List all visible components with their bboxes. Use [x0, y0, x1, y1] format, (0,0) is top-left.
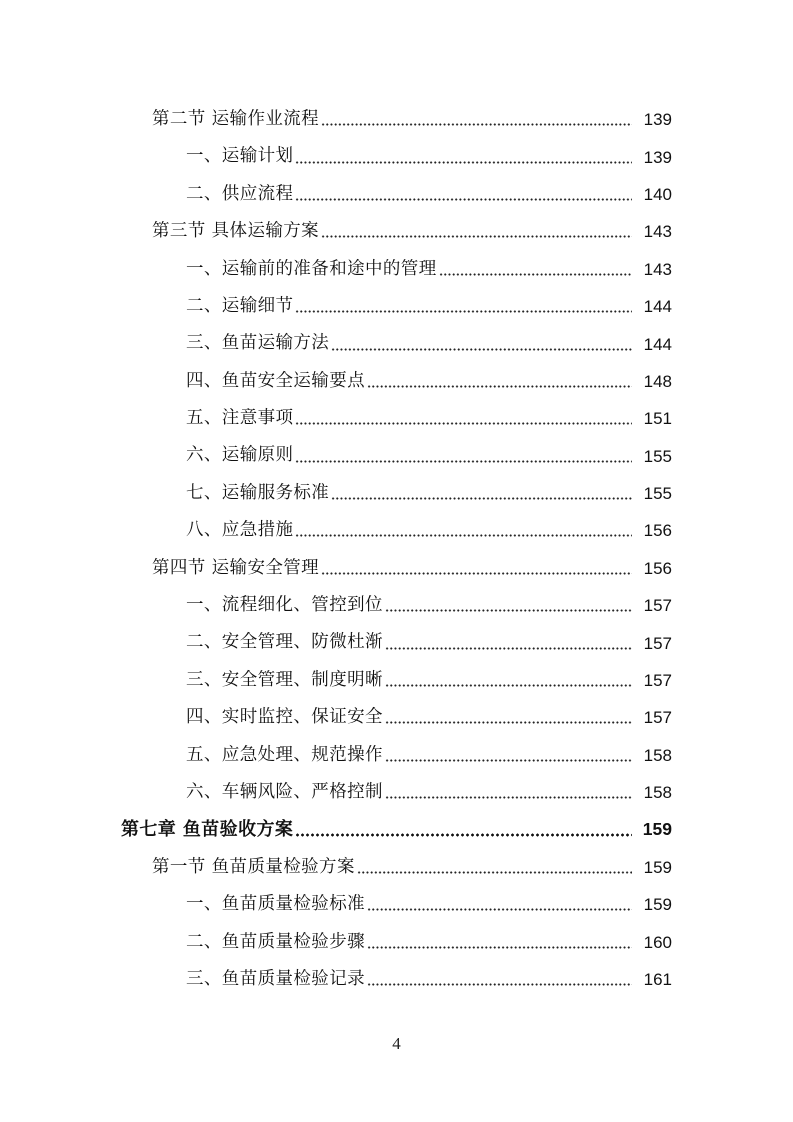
toc-entry-page: 157 — [643, 596, 672, 616]
toc-entry-page: 144 — [643, 297, 672, 317]
toc-entry-page: 156 — [643, 558, 672, 578]
dot-leader — [367, 908, 632, 911]
toc-entry-page: 139 — [643, 147, 672, 167]
toc-entry-label: 三、安全管理、制度明晰 — [186, 669, 383, 690]
dot-leader — [321, 123, 632, 126]
toc-entry-page: 158 — [643, 783, 672, 803]
toc-entry-page: 159 — [643, 895, 672, 915]
toc-entry-label: 六、运输原则 — [186, 445, 294, 466]
toc-entry[interactable] — [0, 886, 793, 923]
toc-entry-label: 一、鱼苗质量检验标准 — [186, 894, 365, 915]
toc-entry-page: 159 — [642, 819, 672, 840]
toc-entry-label: 一、流程细化、管控到位 — [186, 595, 383, 616]
toc-entry[interactable] — [0, 438, 793, 475]
toc-entry-page: 140 — [643, 184, 672, 204]
dot-leader — [321, 572, 632, 575]
toc-entry[interactable] — [0, 550, 793, 587]
dot-leader — [331, 497, 632, 500]
toc-entry-label: 第四节 运输安全管理 — [152, 557, 320, 578]
toc-entry-label: 三、鱼苗运输方法 — [186, 333, 330, 354]
toc-entry[interactable] — [0, 213, 793, 250]
toc-entry-page: 143 — [643, 222, 672, 242]
dot-leader — [295, 198, 632, 201]
dot-leader — [385, 721, 632, 724]
dot-leader — [295, 310, 632, 313]
toc-entry[interactable] — [0, 587, 793, 624]
toc-entry[interactable] — [0, 138, 793, 175]
toc-entry-label: 六、车辆风险、严格控制 — [186, 781, 383, 802]
page-number: 4 — [392, 1034, 401, 1053]
toc-entry-label: 第二节 运输作业流程 — [152, 108, 320, 129]
toc-entry-page: 155 — [643, 484, 672, 504]
dot-leader — [367, 946, 632, 949]
dot-leader — [295, 534, 632, 537]
toc-entry[interactable] — [0, 924, 793, 961]
toc-chapter-entry[interactable] — [0, 811, 793, 848]
toc-entry[interactable] — [0, 624, 793, 661]
toc-entry-page: 158 — [643, 745, 672, 765]
toc-entry-page: 161 — [643, 970, 672, 990]
toc-entry-page: 157 — [643, 633, 672, 653]
toc-entry-label: 五、应急处理、规范操作 — [186, 744, 383, 765]
dot-leader — [295, 161, 632, 164]
toc-entry-page: 144 — [643, 334, 672, 354]
toc-entry-page: 139 — [643, 110, 672, 130]
toc-entry-label: 四、鱼苗安全运输要点 — [186, 370, 365, 391]
toc-entry-page: 160 — [643, 932, 672, 952]
toc-entry[interactable] — [0, 176, 793, 213]
toc-entry-label: 七、运输服务标准 — [186, 482, 330, 503]
dot-leader — [295, 422, 632, 425]
dot-leader — [385, 796, 632, 799]
dot-leader — [385, 647, 632, 650]
toc-entry[interactable] — [0, 512, 793, 549]
toc-entry-page: 148 — [643, 371, 672, 391]
toc-entry[interactable] — [0, 737, 793, 774]
toc-entry-label: 第三节 具体运输方案 — [152, 221, 320, 242]
dot-leader — [295, 833, 632, 837]
toc-entry[interactable] — [0, 849, 793, 886]
dot-leader — [439, 273, 632, 276]
toc-entry[interactable] — [0, 363, 793, 400]
toc-entry-label: 三、鱼苗质量检验记录 — [186, 968, 365, 989]
toc-entry-label: 一、运输前的准备和途中的管理 — [186, 258, 437, 279]
dot-leader — [385, 684, 632, 687]
dot-leader — [367, 385, 632, 388]
toc-entry-label: 四、实时监控、保证安全 — [186, 707, 383, 728]
dot-leader — [367, 983, 632, 986]
dot-leader — [295, 460, 632, 463]
toc-entry-page: 155 — [643, 446, 672, 466]
toc-entry-label: 二、鱼苗质量检验步骤 — [186, 931, 365, 952]
table-of-contents — [0, 101, 793, 998]
toc-entry[interactable] — [0, 251, 793, 288]
toc-entry[interactable] — [0, 288, 793, 325]
toc-entry[interactable] — [0, 662, 793, 699]
dot-leader — [385, 759, 632, 762]
toc-entry-page: 156 — [643, 521, 672, 541]
dot-leader — [357, 871, 632, 874]
toc-entry-label: 一、运输计划 — [186, 146, 294, 167]
toc-entry-page: 157 — [643, 708, 672, 728]
dot-leader — [321, 235, 632, 238]
toc-entry[interactable] — [0, 961, 793, 998]
toc-entry-page: 159 — [643, 858, 672, 877]
toc-entry-label: 二、安全管理、防微杜渐 — [186, 632, 383, 653]
toc-entry-label: 二、运输细节 — [186, 295, 294, 316]
toc-entry[interactable] — [0, 101, 793, 138]
toc-entry-label: 第一节 鱼苗质量检验方案 — [152, 856, 355, 877]
dot-leader — [331, 348, 632, 351]
toc-entry[interactable] — [0, 699, 793, 736]
toc-entry[interactable] — [0, 325, 793, 362]
toc-entry[interactable] — [0, 774, 793, 811]
toc-entry-label: 八、应急措施 — [186, 520, 294, 541]
toc-entry-label: 第七章 鱼苗验收方案 — [121, 819, 294, 841]
toc-entry-page: 157 — [643, 671, 672, 691]
toc-entry[interactable] — [0, 475, 793, 512]
toc-entry-page: 151 — [643, 409, 672, 429]
toc-entry-page: 143 — [643, 259, 672, 279]
toc-entry[interactable] — [0, 400, 793, 437]
toc-entry-label: 二、供应流程 — [186, 183, 294, 204]
toc-entry-label: 五、注意事项 — [186, 408, 294, 429]
dot-leader — [385, 609, 632, 612]
